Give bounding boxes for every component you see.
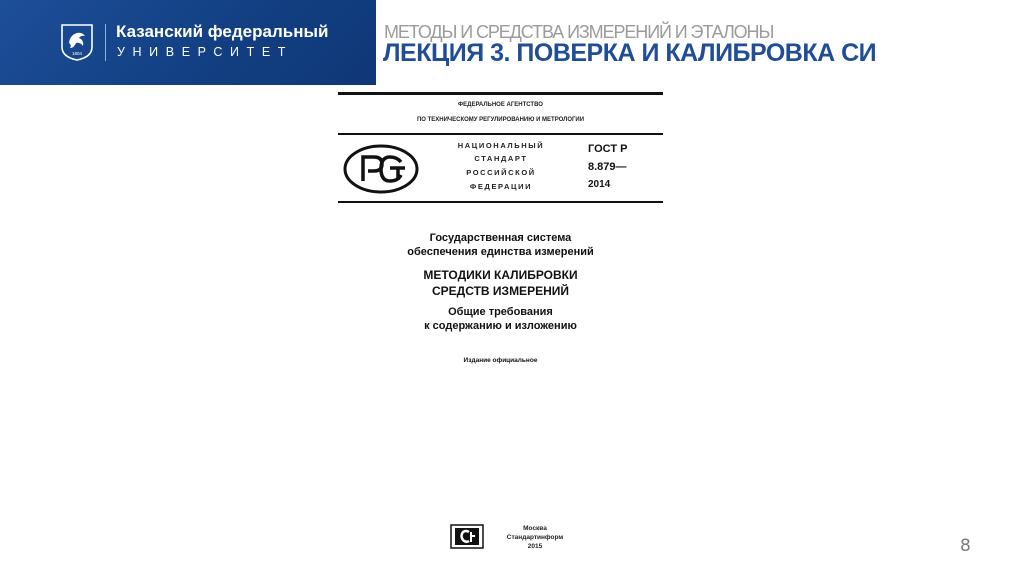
header-bottom-rule bbox=[338, 201, 663, 203]
document-subtitle-line-2: к содержанию и изложению bbox=[424, 320, 577, 332]
page-number: 8 bbox=[960, 536, 971, 556]
emblem-year: 1804 bbox=[71, 51, 83, 56]
standard-type-line-3: РОССИЙСКОЙ bbox=[466, 168, 536, 177]
document-title-line-1: МЕТОДИКИ КАЛИБРОВКИ bbox=[423, 268, 578, 282]
kfu-emblem-icon bbox=[60, 23, 94, 61]
publisher-logo-icon bbox=[450, 524, 484, 549]
top-rule bbox=[338, 92, 663, 95]
document-subtitle-line-1: Общие требования bbox=[448, 306, 553, 318]
course-title: МЕТОДЫ И СРЕДСТВА ИЗМЕРЕНИЙ И ЭТАЛОНЫ bbox=[384, 22, 774, 42]
system-line-1: Государственная система bbox=[429, 232, 572, 244]
university-name-subtitle: УНИВЕРСИТЕТ bbox=[117, 45, 294, 59]
edition-label: Издание официальное bbox=[463, 357, 538, 364]
standard-year: 2014 bbox=[588, 179, 611, 190]
university-brand-bar bbox=[0, 0, 376, 85]
publish-year: 2015 bbox=[527, 543, 543, 550]
university-name: Казанский федеральный bbox=[116, 22, 329, 41]
standard-code-line-1: ГОСТ Р bbox=[588, 143, 628, 155]
publisher-name: Стандартинформ bbox=[506, 534, 564, 541]
standard-type-line-4: ФЕДЕРАЦИИ bbox=[469, 182, 533, 191]
agency-rule bbox=[338, 133, 663, 135]
standard-type-line-1: НАЦИОНАЛЬНЫЙ bbox=[457, 141, 545, 150]
standard-type-line-2: СТАНДАРТ bbox=[474, 154, 528, 163]
standard-code-line-2: 8.879— bbox=[588, 161, 627, 173]
agency-line-1: ФЕДЕРАЛЬНОЕ АГЕНТСТВО bbox=[458, 102, 543, 108]
lecture-title: ЛЕКЦИЯ 3. ПОВЕРКА И КАЛИБРОВКА СИ bbox=[383, 39, 877, 67]
system-line-2: обеспечения единства измерений bbox=[407, 246, 594, 258]
document-title-line-2: СРЕДСТВ ИЗМЕРЕНИЙ bbox=[432, 284, 569, 298]
publisher-city: Москва bbox=[523, 525, 547, 532]
agency-line-2: ПО ТЕХНИЧЕСКОМУ РЕГУЛИРОВАНИЮ И МЕТРОЛОГИИ bbox=[416, 117, 585, 123]
gost-document-cover bbox=[338, 92, 663, 562]
rst-conformity-mark-icon bbox=[343, 144, 419, 194]
logo-divider bbox=[105, 24, 106, 61]
